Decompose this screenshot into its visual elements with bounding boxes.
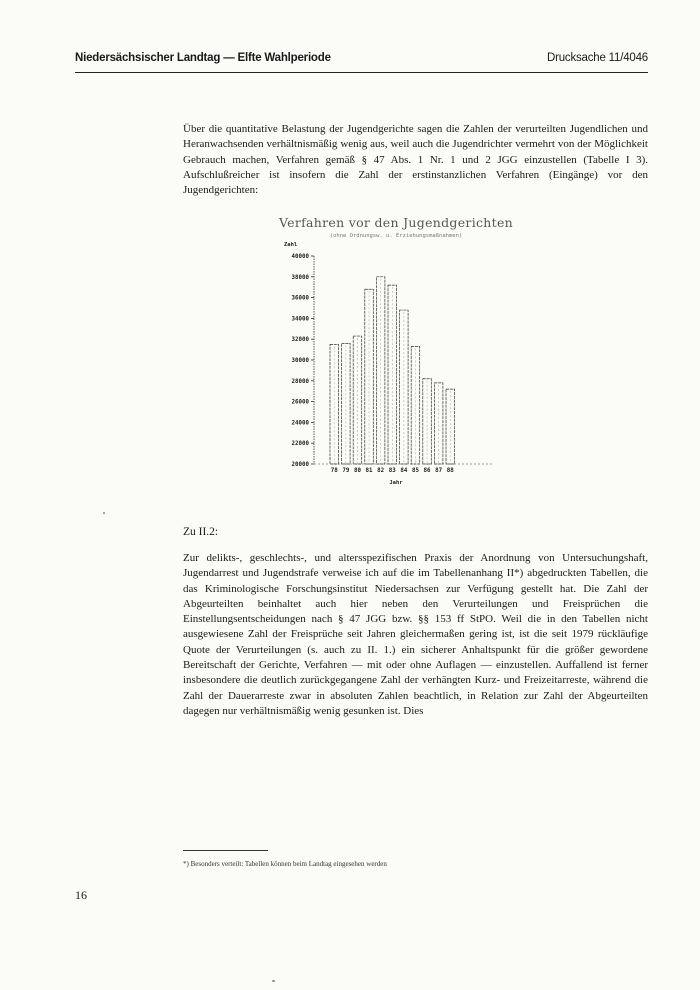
scan-speck <box>103 512 105 514</box>
header-title: Niedersächsischer Landtag — Elfte Wahlperiode <box>75 52 331 64</box>
footnote-rule <box>183 850 268 851</box>
section-paragraph: Zur delikts-, geschlechts-, und altersspezifischen Praxis der Anordnung von Untersuchungshaft, Jugendarrest und Jugendstrafe verweise ich auf die im Tabellenanhang II*) abgedruckten Tabellen, die das Kriminologische Forschungsinstitut Niedersachsen zur Verfügung gestellt hat. Die Zahl der Abgeurteilten beinhaltet auch hier neben den Verurteilungen und Freisprüchen die Einstellungsentscheidungen nach § 47 JGG bzw. §§ 153 ff StPO. Weil die in den Tabellen nicht ausgewiesene Zahl der Freisprüche seit Jahren gleichermaßen gering ist, ist die seit 1979 rückläufige Quote der Verurteilungen (s. auch zu II. 1.) ein sicherer Anhaltspunkt für die größer gewordene Bereitschaft der Gerichte, Verfahren — mit oder ohne Auflagen — einzustellen. Auffallend ist ferner insbesondere die deutlich zurückgegangene Zahl der verhängten Kurz- und Freizeitarreste, während die Zahl der Dauerarreste zwar in absoluten Zahlen beachtlich, in Relation zur Zahl der Abgeurteilten dagegen nur verhältnismäßig wenig gesunken ist. Dies <box>183 552 648 717</box>
x-tick-label: 81 <box>365 468 373 474</box>
scan-speck <box>272 980 275 982</box>
y-tick-label: 32000 <box>291 337 309 344</box>
chart-xlabel: Jahr <box>389 480 403 486</box>
x-tick-label: 84 <box>400 468 408 474</box>
bar-chart <box>276 212 516 494</box>
chart-ylabel: Zahl <box>284 242 298 248</box>
x-tick-label: 78 <box>330 468 338 474</box>
y-tick-label: 30000 <box>291 358 309 364</box>
page-header <box>75 52 648 70</box>
x-tick-label: 82 <box>377 468 385 474</box>
x-tick-label: 86 <box>423 468 431 474</box>
y-tick-label: 28000 <box>291 378 309 385</box>
page-number: 16 <box>75 888 87 902</box>
footnote: *) Besonders verteilt: Tabellen können beim Landtag eingesehen werden <box>183 860 387 868</box>
x-tick-label: 85 <box>411 468 419 474</box>
y-tick-label: 22000 <box>291 441 309 448</box>
intro-paragraph: Über die quantitative Belastung der Jugendgerichte sagen die Zahlen der verurteilten Jugendlichen und Heranwachsenden verhältnismäßig wenig aus, weil auch die Jugendrichter vermehrt von der Möglichkeit Gebrauch machen, Verfahren gemäß § 47 Abs. 1 Nr. 1 und 2 JGG einzustellen (Tabelle I 3). Aufschlußreicher ist insofern die Zahl der erstinstanzlichen Verfahren (Eingänge) vor den Jugendgerichten: <box>183 123 648 197</box>
x-tick-label: 80 <box>353 468 361 474</box>
x-tick-label: 87 <box>435 468 443 474</box>
section-heading: Zu II.2: <box>183 526 219 538</box>
y-tick-label: 36000 <box>291 295 309 302</box>
chart-subtitle: (ohne Ordnungsw. u. Erziehungsmaßnahmen) <box>329 233 463 239</box>
y-tick-label: 24000 <box>291 420 309 427</box>
y-tick-label: 20000 <box>291 462 309 468</box>
chart-title: Verfahren vor den Jugendgerichten <box>278 215 514 230</box>
x-tick-label: 79 <box>342 468 350 474</box>
x-tick-label: 88 <box>446 468 454 474</box>
y-tick-label: 34000 <box>291 316 309 323</box>
header-rule <box>75 72 648 73</box>
y-tick-label: 26000 <box>291 399 309 406</box>
x-tick-label: 83 <box>388 468 396 474</box>
bar <box>434 383 443 464</box>
y-tick-label: 38000 <box>291 274 309 281</box>
y-tick-label: 40000 <box>291 254 309 260</box>
document-number: Drucksache 11/4046 <box>546 52 648 64</box>
